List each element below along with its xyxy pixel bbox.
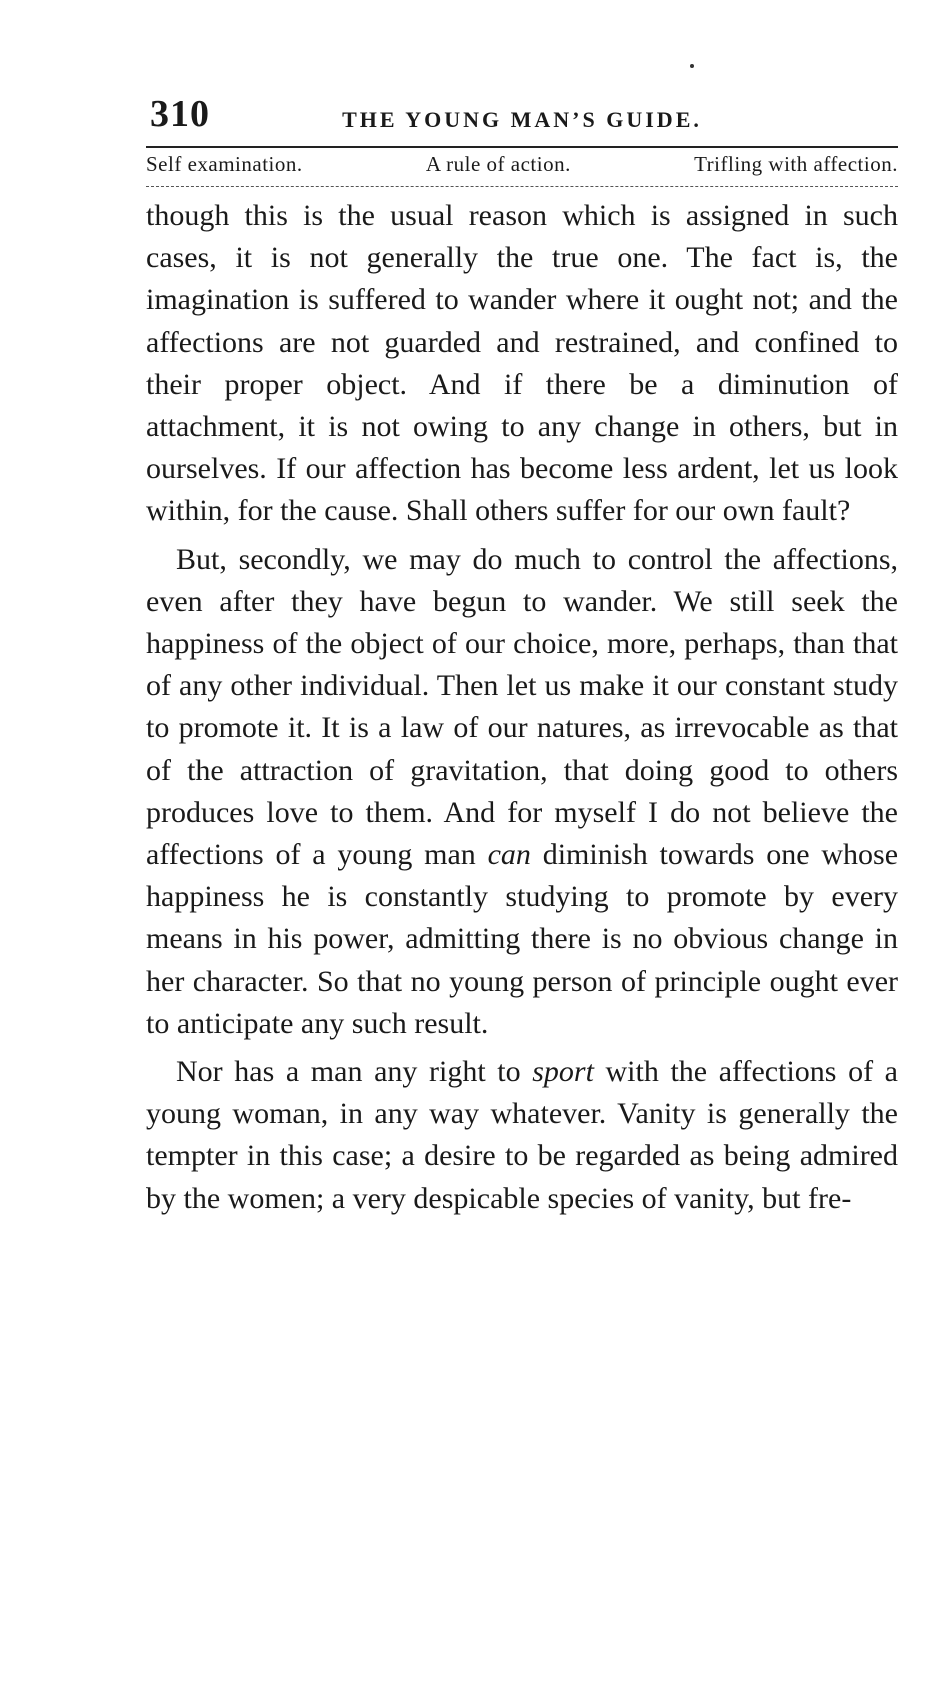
sub-heading-rule-of-action: A rule of action. (425, 152, 571, 176)
paragraph-2-text-b: diminish towards one whose happiness he is constantly studying to promote by every means in his power, admitting there is no obvious change in her character. So that no young person of principle ought ever to anticipate any such result. (146, 838, 899, 1040)
paragraph-2-text-a: But, secondly, we may do much to control the affections, even after they have begun to wander. We still seek the happiness of the object of our choice, more, perhaps, than that of any other individual. Then let us make it our constant study to promote it. It is a law of our natures, as irrevocable as that of the attraction of gravitation, that doing good to others produces love to them. And for myself I do not believe the affections of a young man (146, 542, 898, 872)
page-number: 310 (150, 93, 210, 135)
paragraph-3-text-b: with the affections of a young woman, in any way whatever. Vanity is generally the tempter in this case; a desire to be regarded as being admired by the women; a very despicable species of vanity, but fre- (146, 1055, 898, 1215)
paragraph-1 (146, 195, 898, 533)
running-title: THE YOUNG MAN’S GUIDE. (342, 107, 702, 132)
paragraph-2-emphasis: can (487, 838, 531, 872)
sub-heading-self-examination: Self examination. (146, 152, 303, 176)
body-text (146, 195, 898, 1226)
marginal-headings (146, 152, 898, 184)
paragraph-3-text-a: Nor has a man any right to (176, 1055, 533, 1089)
paragraph-2 (146, 539, 898, 1045)
paragraph-3 (146, 1051, 898, 1220)
ink-speck (690, 64, 694, 68)
page-header (146, 92, 898, 142)
sub-heading-trifling-with-affection: Trifling with affection. (694, 152, 898, 176)
sub-heading-rule (146, 186, 898, 187)
paragraph-3-emphasis: sport (532, 1055, 594, 1089)
paragraph-1-text: though this is the usual reason which is assigned in such cases, it is not generally the true one. The fact is, the imagination is suffered to wander where it ought not; and the affections are not guarded and restrained, and confined to their proper object. And if there be a diminution of attachment, it is not owing to any change in others, but in ourselves. If our affection has become less ardent, let us look within, for the cause. Shall others suffer for our own fault? (146, 199, 898, 528)
header-rule (146, 146, 898, 148)
